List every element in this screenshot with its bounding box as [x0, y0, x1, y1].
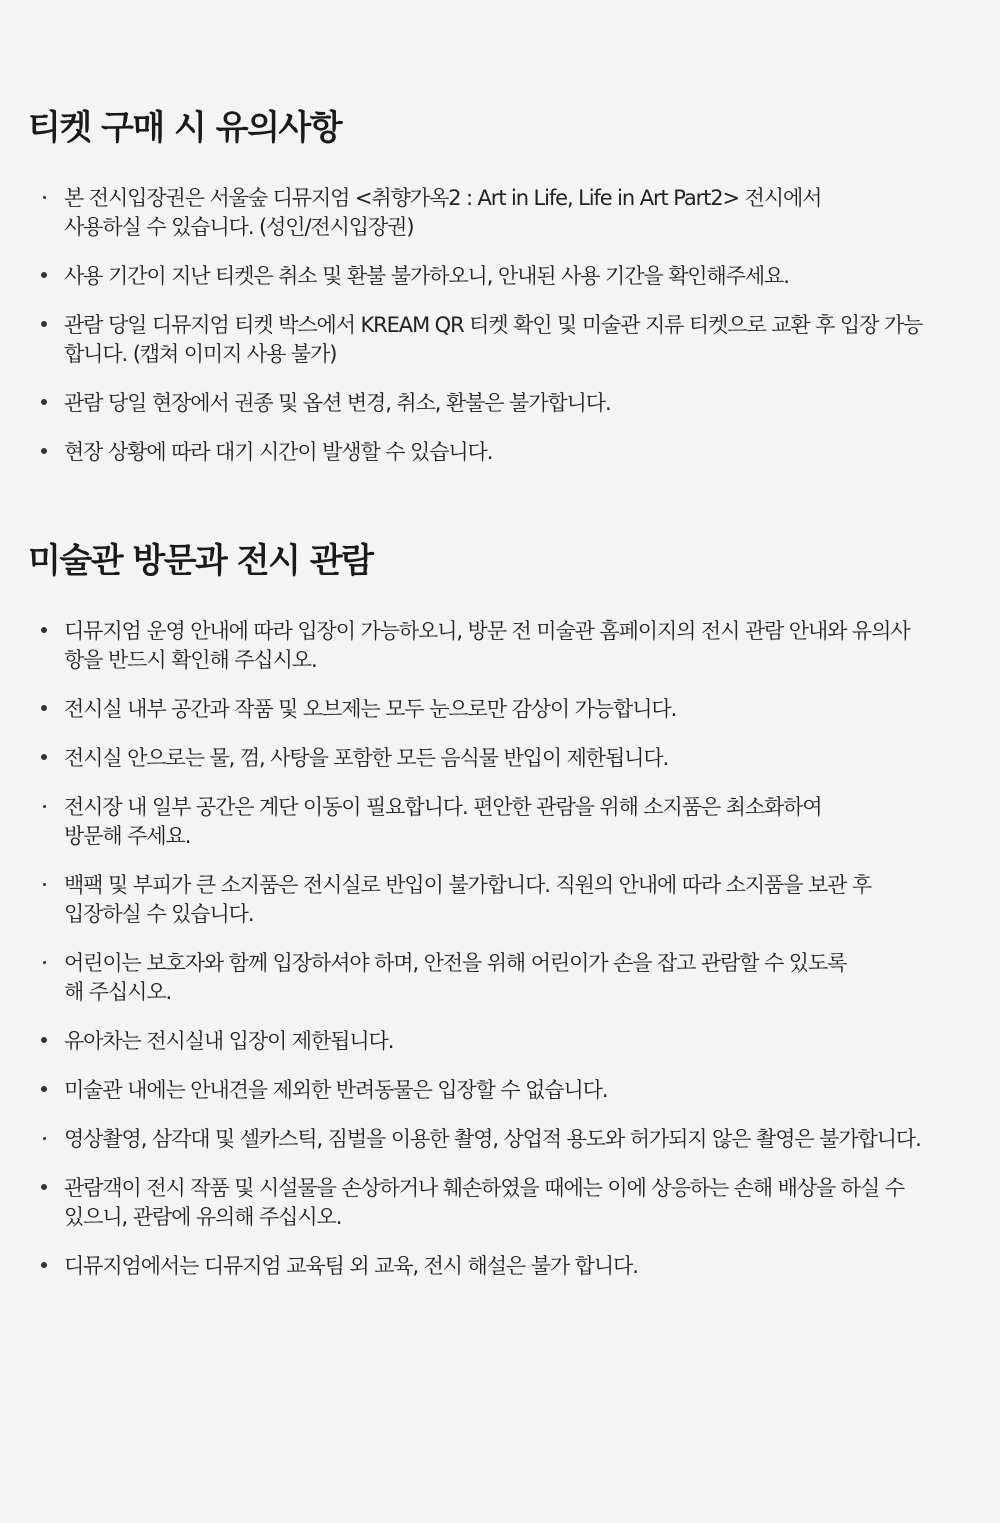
bullet-icon: [43, 196, 46, 199]
list-item-text: 백팩 및 부피가 큰 소지품은 전시실로 반입이 불가합니다. 직원의 안내에 따라 소지품을 보관 후 입장하실 수 있습니다.: [64, 873, 872, 926]
section-title: 미술관 방문과 전시 관람: [28, 541, 373, 581]
list-item-text: 관람 당일 현장에서 권종 및 옵션 변경, 취소, 환불은 불가합니다.: [64, 391, 611, 415]
list-item-text: 관람객이 전시 작품 및 시설물을 손상하거나 훼손하였을 때에는 이에 상응하는 손해 배상을 하실 수 있으니, 관람에 유의해 주십시오.: [64, 1176, 904, 1229]
list-item-text: 전시실 안으로는 물, 껌, 사탕을 포함한 모든 음식물 반입이 제한됩니다.: [64, 746, 669, 770]
bullet-icon: [41, 321, 47, 327]
bullet-icon: [41, 272, 47, 278]
bullet-icon: [43, 961, 46, 964]
list-item-text: 디뮤지엄 운영 안내에 따라 입장이 가능하오니, 방문 전 미술관 홈페이지의 전시 관람 안내와 유의사 항을 반드시 확인해 주십시오.: [64, 619, 910, 672]
bullet-icon: [43, 805, 46, 808]
list-item-text: 관람 당일 디뮤지엄 티켓 박스에서 KREAM QR 티켓 확인 및 미술관 지류 티켓으로 교환 후 입장 가능 합니다. (캡쳐 이미지 사용 불가): [64, 313, 923, 366]
list-item-text: 유아차는 전시실내 입장이 제한됩니다.: [64, 1029, 394, 1053]
section-title: 티켓 구매 시 유의사항: [28, 108, 342, 148]
bullet-icon: [41, 448, 47, 454]
bullet-icon: [41, 1262, 47, 1268]
list-item-text: 본 전시입장권은 서울숲 디뮤지엄 <취향가옥2 : Art in Life, Life in Art Part2> 전시에서 사용하실 수 있습니다. (성인/전시입장권): [64, 186, 822, 239]
bullet-icon: [41, 1086, 47, 1092]
bullet-icon: [41, 754, 47, 760]
list-item-text: 어린이는 보호자와 함께 입장하셔야 하며, 안전을 위해 어린이가 손을 잡고 관람할 수 있도록 해 주십시오.: [64, 951, 847, 1004]
bullet-icon: [41, 1037, 47, 1043]
list-item-text: 사용 기간이 지난 티켓은 취소 및 환불 불가하오니, 안내된 사용 기간을 확인해주세요.: [64, 264, 789, 288]
bullet-icon: [41, 705, 47, 711]
bullet-icon: [41, 1184, 47, 1190]
list-item-text: 디뮤지엄에서는 디뮤지엄 교육팀 외 교육, 전시 해설은 불가 합니다.: [64, 1254, 638, 1278]
bullet-icon: [43, 883, 46, 886]
list-item-text: 전시장 내 일부 공간은 계단 이동이 필요합니다. 편안한 관람을 위해 소지품은 최소화하여 방문해 주세요.: [64, 795, 822, 848]
bullet-icon: [41, 399, 47, 405]
list-item-text: 영상촬영, 삼각대 및 셀카스틱, 짐벌을 이용한 촬영, 상업적 용도와 허가되지 않은 촬영은 불가합니다.: [64, 1127, 921, 1151]
list-item-text: 현장 상황에 따라 대기 시간이 발생할 수 있습니다.: [64, 440, 493, 464]
bullet-icon: [43, 1137, 46, 1140]
list-item-text: 전시실 내부 공간과 작품 및 오브제는 모두 눈으로만 감상이 가능합니다.: [64, 697, 677, 721]
bullet-icon: [41, 627, 47, 633]
list-item-text: 미술관 내에는 안내견을 제외한 반려동물은 입장할 수 없습니다.: [64, 1078, 608, 1102]
